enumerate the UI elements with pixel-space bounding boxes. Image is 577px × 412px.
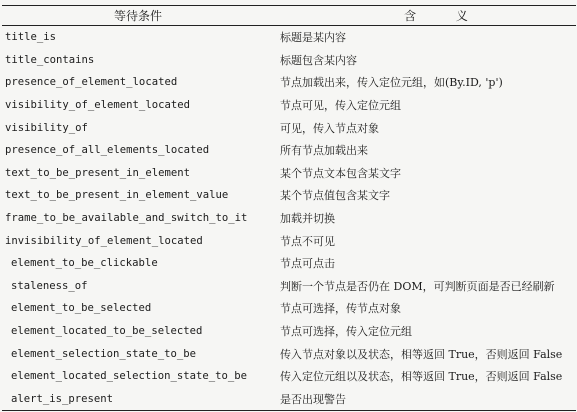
condition-name: alert_is_present — [2, 388, 274, 411]
table-row — [2, 365, 576, 388]
condition-name: visibility_of_element_located — [5, 99, 190, 112]
header-condition: 等待条件 — [2, 6, 274, 26]
table-row — [2, 162, 576, 185]
table-row — [2, 297, 576, 320]
condition-meaning: 某个节点文本包含某文字 — [280, 166, 401, 180]
condition-name: presence_of_all_elements_located — [5, 144, 210, 157]
condition-name: frame_to_be_available_and_switch_to_it — [5, 212, 248, 225]
condition-name: text_to_be_present_in_element — [5, 166, 190, 179]
table-row — [2, 275, 576, 298]
condition-meaning: 传入定位元组以及状态，相等返回 True，否则返回 False — [280, 370, 563, 384]
condition-name: invisibility_of_element_located — [5, 234, 203, 247]
condition-name: element_selection_state_to_be — [11, 347, 196, 360]
condition-name: title_contains — [5, 53, 95, 66]
condition-meaning: 节点可见，传入定位元组 — [280, 99, 401, 113]
condition-name: presence_of_element_located — [5, 76, 178, 89]
condition-meaning: 标题是某内容 — [280, 31, 346, 45]
condition-meaning: 节点不可见 — [280, 234, 335, 248]
table-row — [2, 207, 576, 230]
condition-meaning: 加载并切换 — [280, 212, 335, 226]
table-row — [2, 252, 576, 275]
table-row — [2, 229, 576, 252]
condition-meaning: 节点可选择，传入定位元组 — [280, 325, 412, 339]
table-row — [2, 388, 576, 411]
wait-conditions-table — [2, 5, 576, 411]
condition-meaning: 传入节点对象以及状态，相等返回 True，否则返回 False — [280, 347, 563, 361]
condition-meaning: 节点加载出来，传入定位元组，如(By.ID, 'p') — [280, 76, 503, 90]
condition-meaning: 节点可点击 — [280, 257, 335, 271]
condition-name: visibility_of — [5, 121, 88, 134]
condition-meaning: 是否出现警告 — [274, 388, 576, 411]
condition-name: title_is — [5, 31, 57, 44]
table-row — [2, 320, 576, 343]
table-row — [2, 184, 576, 207]
condition-meaning: 可见，传入节点对象 — [280, 121, 379, 135]
table-row — [2, 26, 576, 49]
table-row — [2, 139, 576, 162]
condition-name: text_to_be_present_in_element_value — [5, 189, 229, 202]
table-row — [2, 49, 576, 72]
table-row — [2, 71, 576, 94]
table-row — [2, 342, 576, 365]
table-header-row — [2, 6, 576, 26]
condition-meaning: 某个节点值包含某文字 — [280, 189, 390, 203]
condition-name: element_located_selection_state_to_be — [11, 370, 247, 383]
condition-meaning: 标题包含某内容 — [280, 53, 357, 67]
condition-name: element_to_be_selected — [11, 302, 152, 315]
condition-meaning: 判断一个节点是否仍在 DOM，可判断页面是否已经刷新 — [280, 279, 555, 293]
table-row — [2, 94, 576, 117]
condition-name: element_located_to_be_selected — [11, 325, 203, 338]
header-meaning: 含 义 — [274, 6, 576, 26]
condition-meaning: 所有节点加载出来 — [280, 144, 368, 158]
table-row — [2, 116, 576, 139]
condition-meaning: 节点可选择，传节点对象 — [280, 302, 401, 316]
condition-name: staleness_of — [11, 279, 88, 292]
condition-name: element_to_be_clickable — [11, 257, 158, 270]
